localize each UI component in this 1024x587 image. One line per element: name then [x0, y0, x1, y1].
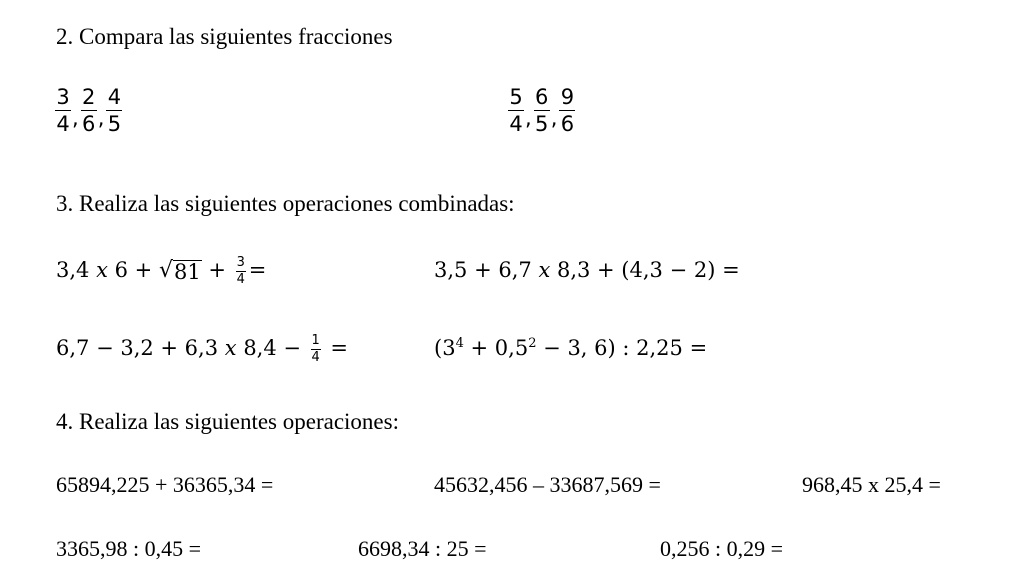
term: − 3, 6) : 2,25 =: [543, 336, 708, 360]
operation-sum: 65894,225 + 36365,34 =: [56, 472, 274, 497]
fraction: [55, 86, 71, 135]
numerator: 4: [107, 85, 122, 109]
denominator: 4: [236, 272, 245, 287]
fraction: [534, 86, 550, 135]
plus-sign: +: [208, 258, 227, 282]
exponent: 2: [528, 336, 537, 351]
denominator: 4: [56, 112, 70, 136]
equals-sign: =: [330, 336, 348, 360]
numerator: 6: [535, 85, 549, 109]
numerator: 3: [56, 85, 70, 109]
numerator: 9: [560, 85, 575, 109]
denominator: 6: [82, 112, 96, 136]
fraction: [81, 86, 97, 135]
denominator: 5: [107, 112, 122, 136]
term: 8,3 + (4,3 − 2) =: [556, 258, 740, 282]
term: (3: [434, 336, 456, 360]
small-fraction: [236, 256, 246, 287]
numerator: 2: [82, 85, 96, 109]
fraction: [559, 86, 575, 135]
fraction-group-2: $\frac{5}{4}$ , $\frac{6}{5}$ , $\frac{9}{6}$: [509, 85, 575, 136]
term: 3,5 + 6,7: [434, 258, 532, 282]
denominator: 5: [535, 112, 549, 136]
denominator: 4: [311, 350, 320, 365]
operation-division-3: 0,256 : 0,29 =: [660, 536, 784, 561]
term: + 0,5: [470, 336, 529, 360]
times-sign: x: [224, 336, 237, 360]
section-2-heading: 2. Compara las siguientes fracciones: [56, 24, 393, 49]
denominator: 4: [509, 112, 523, 136]
operation-1: [56, 256, 266, 287]
operation-3: [56, 334, 348, 365]
term: 3,4: [56, 258, 90, 282]
times-sign: x: [96, 258, 108, 282]
times-sign: x: [538, 258, 551, 282]
fraction: [106, 86, 122, 135]
operation-subtraction: 45632,456 – 33687,569 =: [434, 472, 661, 497]
fraction-group-1: $\frac{3}{4}$ , $\frac{2}{6}$ , $\frac{4}{5}$: [56, 85, 122, 136]
term: 8,4 −: [243, 336, 301, 360]
section-4-heading: 4. Realiza las siguientes operaciones:: [56, 409, 399, 434]
operation-division-2: 6698,34 : 25 =: [358, 536, 487, 561]
radicand: 81: [173, 260, 201, 284]
term: 6 +: [114, 258, 153, 282]
square-root: √ 81: [158, 258, 201, 284]
operation-multiplication: 968,45 x 25,4 =: [802, 472, 941, 497]
numerator: 3: [236, 255, 245, 270]
numerator: 5: [509, 85, 523, 109]
numerator: 1: [311, 333, 320, 348]
section-3-heading: 3. Realiza las siguientes operaciones combinadas:: [56, 191, 515, 216]
equals-sign: =: [248, 258, 267, 282]
operation-division-1: 3365,98 : 0,45 =: [56, 536, 202, 561]
exponent: 4: [455, 336, 464, 351]
small-fraction: [311, 334, 321, 365]
denominator: 6: [560, 112, 575, 136]
operation-2: [434, 260, 740, 281]
fraction: [508, 86, 524, 135]
operation-4: [434, 338, 707, 359]
term: 6,7 − 3,2 + 6,3: [56, 336, 219, 360]
